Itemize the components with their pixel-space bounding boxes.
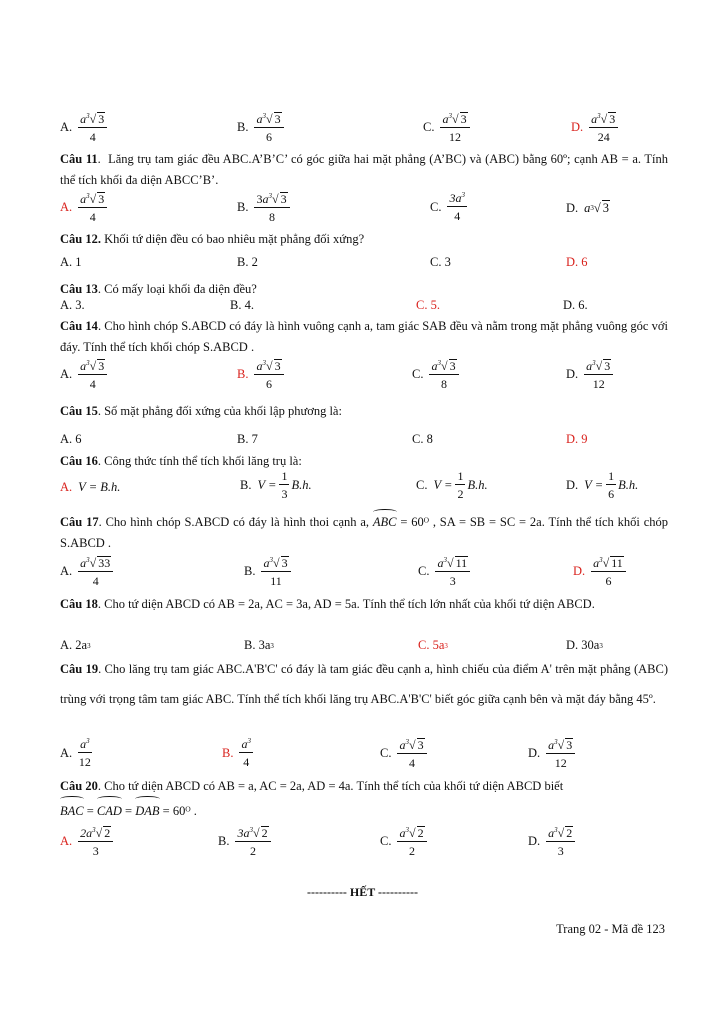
fraction: $\frac{a^3√ 3}{24}$ [589, 112, 618, 143]
question-label: Câu 16 [60, 454, 98, 468]
fraction: $\frac{1}{3}$ [281, 469, 288, 501]
question-text-cont: = 60ᴼ , SA = SB = SC = 2a. Tính thể tích khối chóp S.ABCD . [60, 515, 669, 550]
q16-option-d[interactable]: D. V = $\frac{1}{6}$ B.h. [566, 469, 639, 501]
question-13 [60, 279, 668, 300]
option-label: B. [240, 477, 252, 492]
question-18 [60, 594, 668, 615]
q19-option-b[interactable] [222, 738, 253, 768]
question-label: Câu 14 [60, 319, 98, 333]
option-label: B. [244, 564, 256, 578]
q18-option-d[interactable]: D. 30a 3 [566, 638, 603, 652]
option-text: D. 30a [566, 638, 600, 652]
q15-option-d[interactable] [566, 432, 588, 447]
question-label: Câu 15 [60, 404, 98, 418]
q14-option-c[interactable] [412, 359, 459, 390]
option-text-answer: C. 5. [416, 298, 440, 312]
question-text: . Công thức tính thể tích khối lăng trụ là: [97, 454, 302, 468]
fraction: $\frac{a^3√ 3}{4}$ [78, 192, 107, 223]
question-text: . Cho hình chóp S.ABCD có đáy là hình vuông cạnh a, tam giác SAB đều và nằm trong mặt phẳng vuông góc với đáy. Tính thể tích khối chóp S.ABCD . [60, 319, 668, 354]
option-text: C. 3 [430, 255, 451, 269]
fraction: $\frac{1}{2}$ [457, 469, 464, 501]
q19-option-a[interactable] [60, 738, 92, 768]
q20-option-c[interactable] [380, 826, 427, 857]
fraction: $\frac{a^3√ 3}{8}$ [429, 359, 458, 390]
option-label: C. [430, 199, 442, 214]
question-text: . Cho tứ diện ABCD có AB = a, AC = 2a, AD = 4a. Tính thể tích của khối tứ diện ABCD biết [97, 779, 564, 793]
fraction: $\frac{a^3√ 3}{12}$ [584, 359, 613, 390]
q20-option-d[interactable] [528, 826, 575, 857]
q11-option-a[interactable] [60, 192, 107, 223]
option-label: D. [566, 367, 579, 381]
question-text: . Số mặt phẳng đối xứng của khối lập phương là: [97, 404, 342, 418]
q13-option-b[interactable] [230, 298, 254, 313]
q17-option-c[interactable] [418, 556, 470, 587]
question-14 [60, 316, 668, 358]
q11-option-b[interactable] [237, 192, 290, 223]
q15-option-b[interactable] [237, 432, 258, 447]
fraction: $\frac{a^3√ 3}{12}$ [440, 112, 469, 143]
q12-option-c[interactable] [430, 255, 451, 270]
fraction: $\frac{a^3√ 3}{4}$ [78, 359, 107, 390]
q12-option-a[interactable] [60, 255, 82, 270]
q11-option-d[interactable]: D. a 3 √ 3 [566, 200, 610, 215]
q16-option-a[interactable] [60, 480, 120, 495]
option-text: B. 3a [244, 638, 271, 652]
q18-option-b[interactable]: B. 3a 3 [244, 638, 274, 652]
option-label-answer: B. [222, 745, 234, 760]
option-text-answer: C. 5a [418, 638, 445, 652]
q16-option-c[interactable]: C. V = $\frac{1}{2}$ B.h. [416, 469, 488, 501]
q17-option-b[interactable] [244, 556, 291, 587]
option-label: B. [237, 120, 249, 134]
q15-option-c[interactable] [412, 432, 433, 447]
fraction: $\frac{2a^3√ 2}{3}$ [78, 826, 113, 857]
fraction: $\frac{a^3√ 3}{11}$ [261, 556, 290, 587]
question-19 [60, 654, 668, 714]
option-text: B. 7 [237, 432, 258, 446]
q14-option-b[interactable] [237, 359, 284, 390]
option-text: A. 2a [60, 638, 88, 652]
option-label-answer: D. [573, 564, 586, 578]
question-20: Câu 20. Cho tứ diện ABCD có AB = a, AC = 2a, AD = 4a. Tính thể tích của khối tứ diện ABCD biết BAC = CAD = DAB = 60ᴼ . [60, 774, 668, 824]
question-15 [60, 401, 668, 422]
q11-option-c[interactable] [430, 192, 467, 222]
q19-option-d[interactable] [528, 738, 575, 769]
option-label: C. [416, 477, 428, 492]
fraction: $\frac{a^3}{4}$ [241, 737, 251, 769]
option-text-answer: D. 9 [566, 432, 588, 446]
question-label: Câu 19 [60, 662, 99, 676]
option-text: B. 2 [237, 255, 258, 269]
question-text: . Cho tứ diện ABCD có AB = 2a, AC = 3a, AD = 5a. Tính thể tích lớn nhất của khối tứ diện ABCD. [97, 597, 595, 611]
q14-option-d[interactable] [566, 359, 613, 390]
question-label: Câu 11 [60, 152, 98, 166]
option-label: D. [566, 477, 579, 492]
question-12 [60, 229, 668, 250]
option-text: A. 1 [60, 255, 82, 269]
question-17 [60, 512, 668, 554]
question-label: Câu 13 [60, 282, 98, 296]
question-label: Câu 17 [60, 515, 99, 529]
angle-abc: ABC [373, 512, 397, 533]
question-11: Câu 11. Lăng trụ tam giác đều ABC.A’B’C’ có góc giữa hai mặt phẳng (A’BC) và (ABC) bằng 60º; cạnh AB = a. Tính thể tích khối đa diện ABCC’B’. [60, 152, 669, 187]
option-label: A. [60, 564, 73, 578]
q20-option-a[interactable] [60, 826, 113, 857]
option-label-answer: A. [60, 480, 73, 494]
q12-option-d[interactable] [566, 255, 588, 270]
option-label: C. [423, 120, 435, 134]
q13-option-a[interactable] [60, 298, 85, 313]
fraction: $\frac{a^3√ 3}{6}$ [254, 112, 283, 143]
option-text: B. 4. [230, 298, 254, 312]
angle-cad: CAD [97, 799, 122, 824]
q17-option-d[interactable] [573, 556, 626, 587]
option-label: D. [566, 200, 579, 215]
option-label-answer: B. [237, 367, 249, 381]
fraction: $\frac{a^3√ 2}{2}$ [397, 826, 426, 857]
q14-option-a[interactable] [60, 359, 107, 390]
question-label: Câu 12. [60, 232, 101, 246]
fraction: $\frac{a^3√ 33}{4}$ [78, 556, 113, 587]
end-marker: ---------- HẾT ---------- [306, 885, 419, 899]
q15-option-a[interactable] [60, 432, 82, 447]
q10-option-c[interactable] [423, 112, 470, 143]
option-label: A. [60, 120, 73, 134]
option-label: D. [528, 834, 541, 848]
q17-option-a[interactable] [60, 556, 113, 587]
angle-bac: BAC [60, 799, 84, 824]
option-label: D. [528, 746, 541, 760]
question-text: Khối tứ diện đều có bao nhiêu mặt phẳng đối xứng? [104, 232, 365, 246]
option-text: A. 6 [60, 432, 82, 446]
option-label: C. [412, 367, 424, 381]
fraction: $\frac{a^3√ 2}{3}$ [546, 826, 575, 857]
option-label-answer: A. [60, 834, 73, 848]
q10-option-a[interactable] [60, 112, 107, 143]
option-label: A. [60, 367, 73, 381]
option-label-answer: D. [571, 120, 584, 134]
option-label: C. [418, 564, 430, 578]
question-text: . Cho lăng trụ tam giác ABC.A'B'C' có đáy là tam giác đều cạnh a, hình chiếu của điểm A' trên mặt phẳng (ABC) trùng với trọng tâm tam giác ABC. Tính thể tích khối lăng trụ ABC.A'B'C' biết góc giữa cạnh bên và mặt đáy bằng 45º. [60, 662, 669, 706]
fraction: $\frac{a^3√ 3}{6}$ [254, 359, 283, 390]
option-label: A. [60, 745, 73, 760]
option-text: C. 8 [412, 432, 433, 446]
fraction: $\frac{a^3√ 11}{3}$ [435, 556, 470, 587]
formula: V = B.h. [78, 480, 121, 494]
fraction: $\frac{3a^3√ 2}{2}$ [235, 826, 270, 857]
fraction: $\frac{a^3√ 3}{4}$ [397, 738, 426, 769]
q16-option-b[interactable]: B. V = $\frac{1}{3}$ B.h. [240, 469, 312, 501]
q18-option-c[interactable]: C. 5a 3 [418, 638, 448, 652]
option-text-answer: D. 6 [566, 255, 588, 269]
question-text: . Có mấy loại khối đa diện đều? [97, 282, 257, 296]
option-label: B. [237, 200, 249, 214]
question-label: Câu 18 [60, 597, 98, 611]
q20-option-b[interactable] [218, 826, 271, 857]
fraction: $\frac{1}{6}$ [608, 469, 615, 501]
option-label: B. [218, 834, 230, 848]
q19-option-c[interactable] [380, 738, 427, 769]
q18-option-a[interactable]: A. 2a 3 [60, 638, 91, 652]
question-label: Câu 20 [60, 779, 98, 793]
q10-option-d[interactable] [571, 112, 618, 143]
q13-option-c[interactable] [416, 298, 440, 313]
question-text: Lăng trụ tam giác đều ABC.A’B’C’ có góc giữa hai mặt phẳng (A’BC) và (ABC) bằng 60º; cạnh AB = a. Tính thể tích khối đa diện ABCC’B’. [60, 152, 669, 187]
option-text: A. 3. [60, 298, 85, 312]
fraction: $\frac{a^3}{12}$ [78, 737, 91, 769]
fraction: $\frac{a^3√ 3}{4}$ [78, 112, 107, 143]
q13-option-d[interactable] [563, 298, 588, 313]
question-16 [60, 451, 668, 472]
option-label: C. [380, 834, 392, 848]
fraction: $\frac{a^3√ 3}{12}$ [546, 738, 575, 769]
fraction: $\frac{3a^3}{4}$ [449, 191, 465, 223]
page-number: Trang 02 - Mã đề 123 [556, 922, 665, 936]
angle-dab: DAB [135, 799, 159, 824]
q12-option-b[interactable] [237, 255, 258, 270]
fraction: $\frac{3a^3√ 3}{8}$ [254, 192, 289, 223]
question-text: . Cho hình chóp S.ABCD có đáy là hình thoi cạnh a, [98, 515, 370, 529]
option-label-answer: A. [60, 200, 73, 214]
q10-option-b[interactable] [237, 112, 284, 143]
option-text: D. 6. [563, 298, 588, 312]
fraction: $\frac{a^3√ 11}{6}$ [591, 556, 626, 587]
option-label: C. [380, 746, 392, 760]
